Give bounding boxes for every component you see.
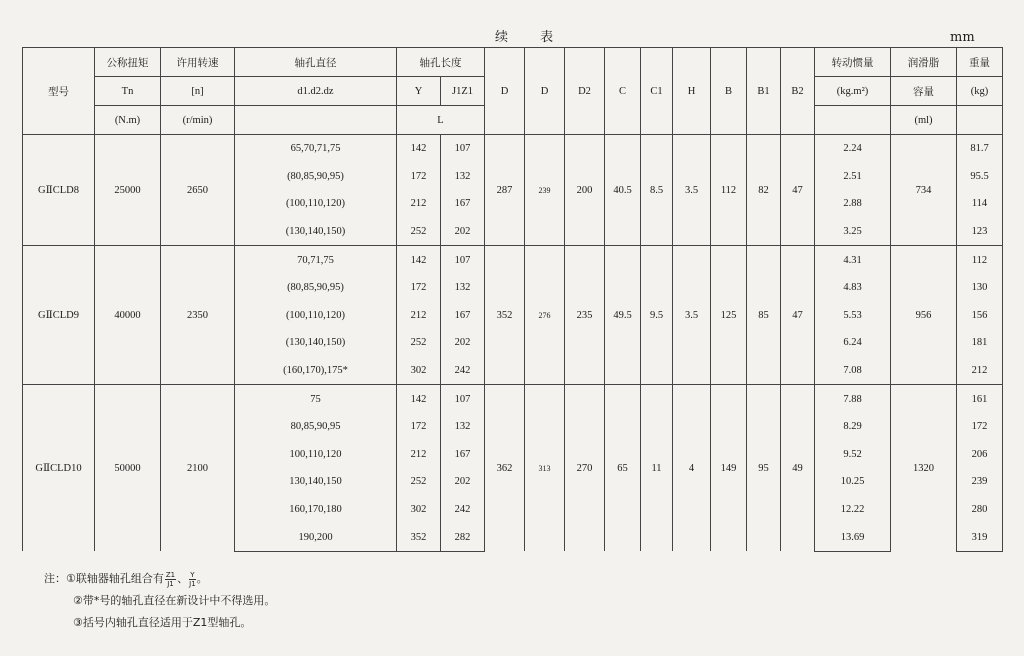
cell-speed: 2650 xyxy=(161,135,235,246)
cell-speed: 2100 xyxy=(161,385,235,552)
cell-B2: 49 xyxy=(781,385,815,552)
cell-D: 362 xyxy=(485,385,525,552)
cell-length-J1Z1: 282 xyxy=(441,523,485,551)
fraction-numerator: Y xyxy=(190,570,195,579)
cell-length-Y: 172 xyxy=(397,163,441,191)
cell-length-Y: 142 xyxy=(397,246,441,274)
cell-B: 149 xyxy=(711,385,747,552)
header-D: D xyxy=(485,48,525,135)
cell-weight: 181 xyxy=(957,329,1003,357)
cell-grease: 956 xyxy=(891,246,957,385)
cell-C: 65 xyxy=(605,385,641,552)
cell-length-J1Z1: 107 xyxy=(441,246,485,274)
cell-inertia: 7.88 xyxy=(815,385,891,413)
cell-length-Y: 142 xyxy=(397,135,441,163)
cell-weight: 123 xyxy=(957,218,1003,246)
cell-inertia: 12.22 xyxy=(815,496,891,524)
cell-B1: 82 xyxy=(747,135,781,246)
note-1-text: 注：①联轴器轴孔组合有 xyxy=(44,572,164,585)
cell-bore-diameter: (160,170),175* xyxy=(235,357,397,385)
cell-bore-diameter: 75 xyxy=(235,385,397,413)
cell-length-J1Z1: 107 xyxy=(441,385,485,413)
cell-B2: 47 xyxy=(781,246,815,385)
cell-C1: 8.5 xyxy=(641,135,673,246)
header-weight-unit: (kg) xyxy=(957,77,1003,106)
cell-D2: 270 xyxy=(565,385,605,552)
header-D1: D xyxy=(525,48,565,135)
header-diameter-label: 轴孔直径 xyxy=(235,48,397,77)
header-B2: B2 xyxy=(781,48,815,135)
table-body xyxy=(23,135,1003,552)
header-J1Z1: J1Z1 xyxy=(441,77,485,106)
table-title: 续 表 xyxy=(495,30,568,45)
header-inertia-unit: (kg.m²) xyxy=(815,77,891,106)
cell-length-J1Z1: 202 xyxy=(441,218,485,246)
cell-grease: 734 xyxy=(891,135,957,246)
cell-D2: 200 xyxy=(565,135,605,246)
cell-length-J1Z1: 132 xyxy=(441,413,485,441)
note-1 xyxy=(44,568,275,590)
cell-C: 49.5 xyxy=(605,246,641,385)
cell-length-J1Z1: 202 xyxy=(441,329,485,357)
notes xyxy=(44,568,275,634)
cell-bore-diameter: (130,140,150) xyxy=(235,218,397,246)
cell-model: GⅡCLD9 xyxy=(23,246,95,385)
cell-inertia: 13.69 xyxy=(815,523,891,551)
header-H: H xyxy=(673,48,711,135)
cell-model: GⅡCLD8 xyxy=(23,135,95,246)
cell-length-J1Z1: 202 xyxy=(441,468,485,496)
cell-bore-diameter: 65,70,71,75 xyxy=(235,135,397,163)
fraction-y-j1 xyxy=(189,571,196,588)
cell-inertia: 4.83 xyxy=(815,274,891,302)
cell-length-Y: 212 xyxy=(397,302,441,330)
cell-inertia: 3.25 xyxy=(815,218,891,246)
cell-H: 3.5 xyxy=(673,246,711,385)
cell-torque: 25000 xyxy=(95,135,161,246)
cell-inertia: 10.25 xyxy=(815,468,891,496)
cell-bore-diameter: (130,140,150) xyxy=(235,329,397,357)
fraction-denominator: J1 xyxy=(167,579,174,588)
cell-inertia: 9.52 xyxy=(815,441,891,469)
cell-length-J1Z1: 167 xyxy=(441,441,485,469)
cell-D1: 239 xyxy=(525,135,565,246)
cell-model: GⅡCLD10 xyxy=(23,385,95,552)
cell-bore-diameter: 190,200 xyxy=(235,523,397,551)
note-1-separator: 、 xyxy=(177,572,189,585)
cell-length-J1Z1: 167 xyxy=(441,190,485,218)
cell-inertia: 2.88 xyxy=(815,190,891,218)
cell-length-Y: 172 xyxy=(397,274,441,302)
cell-weight: 239 xyxy=(957,468,1003,496)
cell-weight: 280 xyxy=(957,496,1003,524)
header-torque-unit: (N.m) xyxy=(95,106,161,135)
cell-grease: 1320 xyxy=(891,385,957,552)
cell-length-J1Z1: 242 xyxy=(441,357,485,385)
header-torque-label: 公称扭矩 xyxy=(95,48,161,77)
header-grease-unit: (ml) xyxy=(891,106,957,135)
cell-C1: 9.5 xyxy=(641,246,673,385)
header-D2: D2 xyxy=(565,48,605,135)
header-Y: Y xyxy=(397,77,441,106)
cell-C: 40.5 xyxy=(605,135,641,246)
header-inertia-blank xyxy=(815,106,891,135)
cell-B: 112 xyxy=(711,135,747,246)
cell-B1: 85 xyxy=(747,246,781,385)
header-C: C xyxy=(605,48,641,135)
header-diameter-blank xyxy=(235,106,397,135)
header-inertia-label: 转动惯量 xyxy=(815,48,891,77)
cell-D1: 313 xyxy=(525,385,565,552)
header-bore-length: 轴孔长度 xyxy=(397,48,485,77)
header-B1: B1 xyxy=(747,48,781,135)
cell-inertia: 5.53 xyxy=(815,302,891,330)
header-grease-label: 润滑脂 xyxy=(891,48,957,77)
cell-H: 3.5 xyxy=(673,135,711,246)
header-B: B xyxy=(711,48,747,135)
note-2: ②带*号的轴孔直径在新设计中不得选用。 xyxy=(73,594,276,607)
cell-length-Y: 302 xyxy=(397,357,441,385)
header-weight-label: 重量 xyxy=(957,48,1003,77)
cell-inertia: 4.31 xyxy=(815,246,891,274)
cell-B2: 47 xyxy=(781,135,815,246)
note-3: ③括号内轴孔直径适用于Z1型轴孔。 xyxy=(73,616,252,629)
cell-length-Y: 252 xyxy=(397,218,441,246)
cell-length-Y: 212 xyxy=(397,190,441,218)
cell-length-Y: 212 xyxy=(397,441,441,469)
fraction-z1-j1 xyxy=(165,571,176,588)
cell-H: 4 xyxy=(673,385,711,552)
cell-weight: 130 xyxy=(957,274,1003,302)
cell-length-Y: 352 xyxy=(397,523,441,551)
cell-C1: 11 xyxy=(641,385,673,552)
header-speed-unit: (r/min) xyxy=(161,106,235,135)
cell-inertia: 2.51 xyxy=(815,163,891,191)
cell-length-Y: 302 xyxy=(397,496,441,524)
cell-bore-diameter: (80,85,90,95) xyxy=(235,163,397,191)
header-torque-symbol: Tn xyxy=(95,77,161,106)
cell-bore-diameter: (100,110,120) xyxy=(235,302,397,330)
table-row xyxy=(23,135,1003,163)
cell-length-Y: 142 xyxy=(397,385,441,413)
coupling-spec-table xyxy=(22,47,1003,552)
header-diameter-symbol: d1.d2.dz xyxy=(235,77,397,106)
cell-length-J1Z1: 242 xyxy=(441,496,485,524)
cell-length-Y: 172 xyxy=(397,413,441,441)
cell-speed: 2350 xyxy=(161,246,235,385)
table-row xyxy=(23,385,1003,413)
cell-weight: 114 xyxy=(957,190,1003,218)
cell-weight: 206 xyxy=(957,441,1003,469)
unit-label: mm xyxy=(950,30,975,45)
cell-length-J1Z1: 167 xyxy=(441,302,485,330)
cell-weight: 172 xyxy=(957,413,1003,441)
fraction-numerator: Z1 xyxy=(165,570,176,579)
cell-bore-diameter: (80,85,90,95) xyxy=(235,274,397,302)
cell-length-J1Z1: 107 xyxy=(441,135,485,163)
cell-inertia: 6.24 xyxy=(815,329,891,357)
cell-weight: 156 xyxy=(957,302,1003,330)
cell-weight: 112 xyxy=(957,246,1003,274)
cell-B: 125 xyxy=(711,246,747,385)
note-1-end: 。 xyxy=(196,572,208,585)
cell-torque: 40000 xyxy=(95,246,161,385)
cell-weight: 212 xyxy=(957,357,1003,385)
header-speed-symbol: [n] xyxy=(161,77,235,106)
header-speed-label: 许用转速 xyxy=(161,48,235,77)
cell-weight: 161 xyxy=(957,385,1003,413)
cell-D2: 235 xyxy=(565,246,605,385)
table-row xyxy=(23,246,1003,274)
cell-D: 287 xyxy=(485,135,525,246)
header-model: 型号 xyxy=(23,48,95,135)
cell-length-J1Z1: 132 xyxy=(441,274,485,302)
cell-D1: 276 xyxy=(525,246,565,385)
cell-bore-diameter: 160,170,180 xyxy=(235,496,397,524)
cell-inertia: 2.24 xyxy=(815,135,891,163)
cell-length-Y: 252 xyxy=(397,329,441,357)
cell-weight: 81.7 xyxy=(957,135,1003,163)
header-weight-blank xyxy=(957,106,1003,135)
cell-length-J1Z1: 132 xyxy=(441,163,485,191)
cell-bore-diameter: 80,85,90,95 xyxy=(235,413,397,441)
header-C1: C1 xyxy=(641,48,673,135)
cell-bore-diameter: 70,71,75 xyxy=(235,246,397,274)
cell-weight: 95.5 xyxy=(957,163,1003,191)
cell-B1: 95 xyxy=(747,385,781,552)
cell-inertia: 8.29 xyxy=(815,413,891,441)
header-L: L xyxy=(397,106,485,135)
cell-weight: 319 xyxy=(957,523,1003,551)
cell-length-Y: 252 xyxy=(397,468,441,496)
cell-inertia: 7.08 xyxy=(815,357,891,385)
cell-torque: 50000 xyxy=(95,385,161,552)
cell-bore-diameter: (100,110,120) xyxy=(235,190,397,218)
cell-D: 352 xyxy=(485,246,525,385)
cell-bore-diameter: 130,140,150 xyxy=(235,468,397,496)
header-grease-capacity: 容量 xyxy=(891,77,957,106)
fraction-denominator: J1 xyxy=(189,579,196,588)
cell-bore-diameter: 100,110,120 xyxy=(235,441,397,469)
